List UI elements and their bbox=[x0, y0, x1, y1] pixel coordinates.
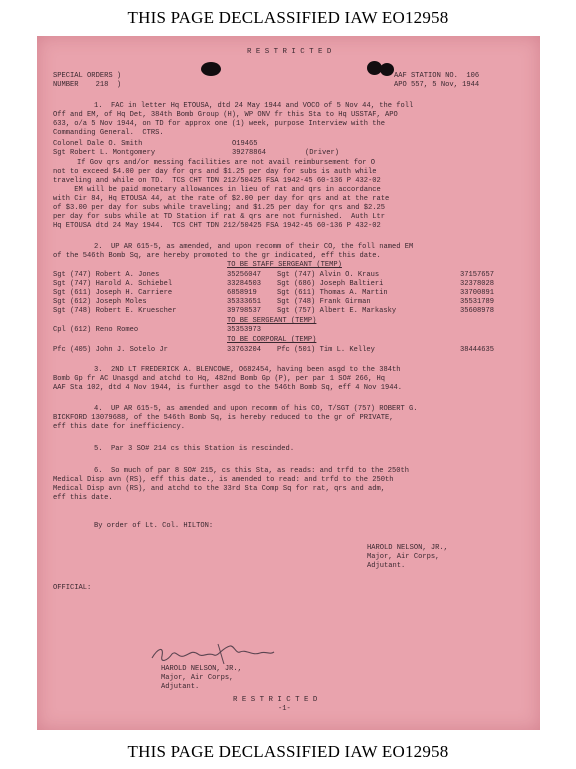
promotion-name: Sgt (611) Thomas A. Martin bbox=[277, 289, 388, 297]
para6-line: Medical Disp avn (RS), and atchd to the 33rd Sta Comp Sq for rat, qrs and adm, bbox=[53, 485, 386, 493]
station-label: AAF STATION NO. 106 bbox=[394, 72, 480, 80]
promotion-serial: 38444635 bbox=[460, 346, 495, 354]
para1-rest-line: traveling and while on TD. TCS CHT TDN 212/50425 FSA 1942-45 60-136 P 432-02 bbox=[53, 177, 381, 185]
para1-rest-line: Hq ETOUSA dtd 24 May 1944. TCS CHT TDN 212/50425 FSA 1942-45 60-136 P 432-02 bbox=[53, 222, 381, 230]
promotion-serial: 33700891 bbox=[460, 289, 495, 297]
para4-line: BICKFORD 13079688, of the 546th Bomb Sq, is hereby reduced to the gr of PRIVATE, bbox=[53, 414, 394, 422]
para1-rest-line: not to exceed $4.00 per day for qrs and $1.25 per day for subs is auth while bbox=[53, 168, 377, 176]
sergeant-heading: TO BE SERGEANT (TEMP) bbox=[227, 317, 317, 325]
driver-note: (Driver) bbox=[305, 149, 340, 157]
redaction-blot-left bbox=[201, 62, 221, 76]
declassified-banner-bottom: THIS PAGE DECLASSIFIED IAW EO12958 bbox=[127, 742, 449, 761]
promotion-name: Sgt (686) Joseph Baltieri bbox=[277, 280, 384, 288]
para1-line: Commanding General. CTRS. bbox=[53, 129, 164, 137]
promotion-serial: 37157657 bbox=[460, 271, 495, 279]
para2-line: 2. UP AR 615-5, as amended, and upon recomm of their CO, the foll named EM bbox=[94, 243, 414, 251]
promotion-serial: 35531789 bbox=[460, 298, 495, 306]
handwritten-signature bbox=[148, 640, 278, 668]
promotion-name: Sgt (748) Robert E. Kruescher bbox=[53, 307, 177, 315]
para3-line: Bomb Gp fr AC Unasgd and atchd to Hq, 482nd Bomb Gp (P), per par 1 SO# 266, Hq bbox=[53, 375, 386, 383]
para6-line: eff this date. bbox=[53, 494, 113, 502]
official-signer-title: Adjutant. bbox=[161, 683, 200, 691]
restricted-header: R E S T R I C T E D bbox=[247, 48, 332, 56]
orders-label: SPECIAL ORDERS ) bbox=[53, 72, 122, 80]
apo-date: APO 557, 5 Nov, 1944 bbox=[394, 81, 480, 89]
promotion-serial: 35333651 bbox=[227, 298, 262, 306]
para3-line: AAF Sta 102, dtd 4 Nov 1944, is further asgd to the 546th Bomb Sq, eff 4 Nov 1944. bbox=[53, 384, 403, 392]
promotion-serial: 33284503 bbox=[227, 280, 262, 288]
para1-rest-line: per day for subs while at TD Station if rat & qrs are not furnished. Auth Ltr bbox=[53, 213, 386, 221]
para1-line: 1. FAC in letter Hq ETOUSA, dtd 24 May 1944 and VOCO of 5 Nov 44, the foll bbox=[94, 102, 414, 110]
promotion-name: Sgt (757) Albert E. Markasky bbox=[277, 307, 397, 315]
promotion-serial: 39798537 bbox=[227, 307, 262, 315]
promotion-name: Sgt (748) Frank Girman bbox=[277, 298, 371, 306]
para6-line: 6. So much of par 8 SO# 215, cs this Sta, as reads: and trfd to the 250th bbox=[94, 467, 410, 475]
promotion-name: Sgt (611) Joseph H. Carriere bbox=[53, 289, 173, 297]
corporal-heading: TO BE CORPORAL (TEMP) bbox=[227, 336, 317, 344]
promotion-name: Sgt (612) Joseph Moles bbox=[53, 298, 147, 306]
page-number: -1- bbox=[278, 705, 291, 713]
paragraph-5: 5. Par 3 SO# 214 cs this Station is rescinded. bbox=[94, 445, 295, 453]
signer-title: Adjutant. bbox=[367, 562, 406, 570]
restricted-footer: R E S T R I C T E D bbox=[233, 696, 318, 704]
promotion-serial: 33763204 bbox=[227, 346, 262, 354]
para4-line: eff this date for inefficiency. bbox=[53, 423, 185, 431]
para1-line: Off and EM, of Hq Det, 384th Bomb Group (H), WP ONV fr this Sta to Hq USSTAF, APO bbox=[53, 111, 398, 119]
promotion-serial: 35353973 bbox=[227, 326, 262, 334]
promotion-serial: 32378028 bbox=[460, 280, 495, 288]
officer-name: Colonel Dale O. Smith bbox=[53, 140, 143, 148]
para1-line: 633, o/a 5 Nov 1944, on TD for approx one (1) week, purpose Interview with the bbox=[53, 120, 386, 128]
para1-rest-line: of $3.00 per day for subs while traveling; and $1.25 per day for qrs and $2.25 bbox=[53, 204, 386, 212]
para3-line: 3. 2ND LT FREDERICK A. BLENCOWE, O682454, having been asgd to the 384th bbox=[94, 366, 401, 374]
para2-line: of the 546th Bomb Sq, are hereby promoted to the gr indicated, eff this date. bbox=[53, 252, 381, 260]
officer-serial: O19465 bbox=[232, 140, 258, 148]
official-signer-rank: Major, Air Corps, bbox=[161, 674, 234, 682]
document-sheet bbox=[37, 36, 540, 730]
promotion-name: Sgt (747) Alvin O. Kraus bbox=[277, 271, 380, 279]
promotion-serial: 35608978 bbox=[460, 307, 495, 315]
promotion-name: Pfc (405) John J. Sotelo Jr bbox=[53, 346, 168, 354]
para6-line: Medical Disp avn (RS), eff this date., is amended to read: and trfd to the 250th bbox=[53, 476, 394, 484]
official-label: OFFICIAL: bbox=[53, 584, 92, 592]
signer-rank: Major, Air Corps, bbox=[367, 553, 440, 561]
declassified-banner-top: THIS PAGE DECLASSIFIED IAW EO12958 bbox=[127, 8, 449, 27]
para1-rest-line: with Cir 84, Hq ETOUSA 44, at the rate of $2.00 per day for qrs and at the rate bbox=[53, 195, 390, 203]
order-by-line: By order of Lt. Col. HILTON: bbox=[94, 522, 214, 530]
promotion-name: Sgt (747) Harold A. Schiebel bbox=[53, 280, 173, 288]
promotion-name: Sgt (747) Robert A. Jones bbox=[53, 271, 160, 279]
driver-serial: 39278864 bbox=[232, 149, 267, 157]
orders-number: NUMBER 218 ) bbox=[53, 81, 122, 89]
promotion-serial: 35256047 bbox=[227, 271, 262, 279]
driver-name: Sgt Robert L. Montgomery bbox=[53, 149, 156, 157]
staff-sergeant-heading: TO BE STAFF SERGEANT (TEMP) bbox=[227, 261, 342, 269]
para1-rest-line: EM will be paid monetary allowances in lieu of rat and qrs in accordance bbox=[53, 186, 381, 194]
official-signer-name: HAROLD NELSON, JR., bbox=[161, 665, 242, 673]
signer-name: HAROLD NELSON, JR., bbox=[367, 544, 448, 552]
para4-line: 4. UP AR 615-5, as amended and upon recomm of his CO, T/SGT (757) ROBERT G. bbox=[94, 405, 418, 413]
promotion-name: Cpl (612) Reno Romeo bbox=[53, 326, 139, 334]
para1-rest-line: If Gov qrs and/or messing facilities are not avail reimbursement for O bbox=[77, 159, 375, 167]
promotion-name: Pfc (501) Tim L. Kelley bbox=[277, 346, 375, 354]
promotion-serial: 6858919 bbox=[227, 289, 257, 297]
redaction-blot-right-2 bbox=[380, 63, 394, 76]
